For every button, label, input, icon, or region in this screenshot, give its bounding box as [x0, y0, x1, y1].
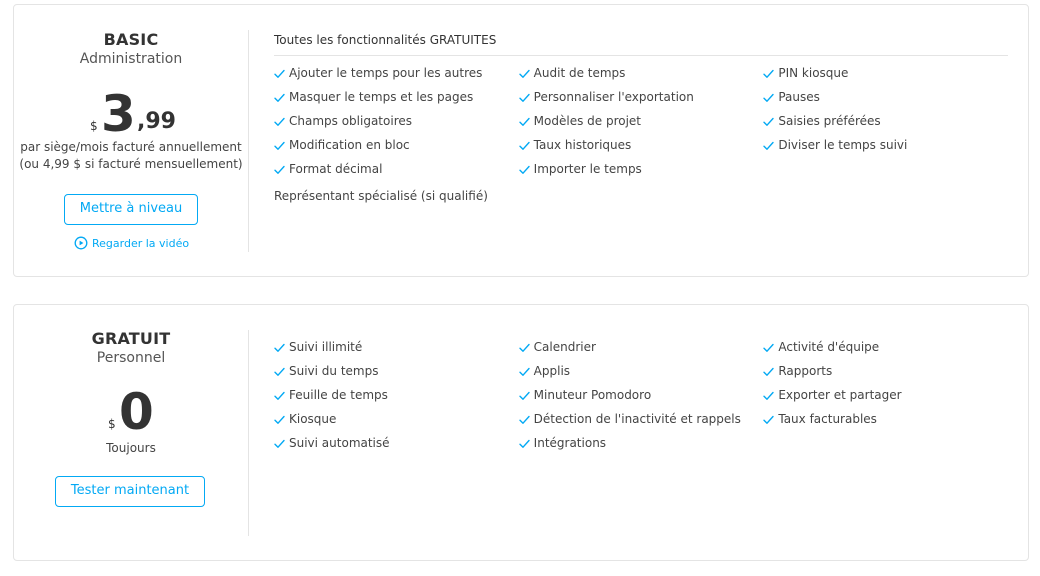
- feature-label: PIN kiosque: [778, 66, 849, 80]
- feature-column: [274, 65, 519, 185]
- feature-item: [519, 113, 764, 137]
- feature-item: [274, 137, 519, 161]
- column-divider: [248, 30, 249, 252]
- upgrade-button[interactable]: Mettre à niveau: [64, 194, 198, 225]
- feature-label: Kiosque: [289, 412, 337, 426]
- feature-item: [274, 387, 519, 411]
- feature-label: Applis: [533, 364, 571, 378]
- feature-label: Suivi automatisé: [289, 436, 390, 450]
- check-icon: [274, 93, 285, 103]
- feature-label: Intégrations: [533, 436, 607, 450]
- feature-item: [763, 65, 1008, 89]
- check-icon: [519, 391, 530, 401]
- check-icon: [763, 343, 774, 353]
- feature-label: Suivi illimité: [289, 340, 363, 354]
- feature-item: [519, 387, 764, 411]
- watch-video-label: Regarder la vidéo: [92, 237, 190, 250]
- feature-label: Calendrier: [533, 340, 596, 354]
- price-whole: 0: [119, 383, 154, 441]
- feature-item: [274, 161, 519, 185]
- check-icon: [274, 439, 285, 449]
- check-icon: [763, 117, 774, 127]
- check-icon: [519, 141, 530, 151]
- plan-subtitle: Administration: [79, 51, 183, 67]
- feature-item: [519, 411, 764, 435]
- billing-line-1: par siège/mois facturé annuellement: [20, 140, 242, 154]
- check-icon: [519, 93, 530, 103]
- feature-item: [763, 339, 1008, 363]
- feature-item: [763, 363, 1008, 387]
- check-icon: [763, 367, 774, 377]
- feature-item: [519, 65, 764, 89]
- price-cents: ,99: [137, 109, 176, 134]
- check-icon: [763, 415, 774, 425]
- feature-label: Exporter et partager: [778, 388, 902, 402]
- feature-label: Pauses: [778, 90, 820, 104]
- feature-item: [274, 89, 519, 113]
- plan-name: GRATUIT: [91, 329, 171, 348]
- feature-item: [519, 161, 764, 185]
- feature-item: [763, 89, 1008, 113]
- watch-video-link[interactable]: [74, 236, 189, 250]
- try-now-button[interactable]: Tester maintenant: [55, 476, 205, 507]
- feature-item: [274, 113, 519, 137]
- check-icon: [274, 141, 285, 151]
- check-icon: [274, 367, 285, 377]
- feature-label: Taux historiques: [533, 138, 632, 152]
- feature-item: [519, 339, 764, 363]
- feature-column: [519, 65, 764, 185]
- column-divider: [248, 330, 249, 536]
- feature-column: [274, 339, 519, 459]
- feature-item: [274, 411, 519, 435]
- check-icon: [519, 415, 530, 425]
- feature-item: [519, 89, 764, 113]
- feature-item: [763, 137, 1008, 161]
- check-icon: [274, 391, 285, 401]
- plan-card-free: [13, 304, 1029, 561]
- feature-label: Personnaliser l'exportation: [533, 90, 694, 104]
- feature-column: [519, 339, 764, 459]
- feature-label: Taux facturables: [778, 412, 877, 426]
- feature-item: [519, 435, 764, 459]
- check-icon: [274, 117, 285, 127]
- check-icon: [274, 165, 285, 175]
- feature-label: Audit de temps: [533, 66, 626, 80]
- currency-symbol: $: [108, 417, 116, 431]
- price-whole: 3: [101, 85, 136, 143]
- check-icon: [519, 165, 530, 175]
- features-panel: [274, 331, 1008, 459]
- currency-symbol: $: [90, 119, 98, 133]
- feature-item: [274, 435, 519, 459]
- check-icon: [763, 93, 774, 103]
- feature-column: [763, 65, 1008, 185]
- billing-info: Toujours: [106, 441, 156, 455]
- feature-item: [763, 113, 1008, 137]
- play-circle-icon: [74, 236, 88, 250]
- check-icon: [763, 391, 774, 401]
- billing-line-2: (ou 4,99 $ si facturé mensuellement): [19, 157, 243, 171]
- feature-label: Champs obligatoires: [289, 114, 412, 128]
- check-icon: [763, 141, 774, 151]
- feature-label: Minuteur Pomodoro: [533, 388, 652, 402]
- feature-label: Détection de l'inactivité et rappels: [533, 412, 741, 426]
- features-columns: [274, 339, 1008, 459]
- features-columns: [274, 65, 1008, 185]
- check-icon: [274, 69, 285, 79]
- feature-label: Format décimal: [289, 162, 383, 176]
- feature-label: Suivi du temps: [289, 364, 379, 378]
- plan-subtitle: Personnel: [96, 350, 166, 366]
- check-icon: [519, 117, 530, 127]
- feature-label: Saisies préférées: [778, 114, 881, 128]
- dedicated-rep-note: Représentant spécialisé (si qualifié): [274, 189, 488, 203]
- feature-label: Modèles de projet: [533, 114, 642, 128]
- feature-item: [274, 339, 519, 363]
- feature-label: Activité d'équipe: [778, 340, 880, 354]
- plan-name: BASIC: [103, 30, 159, 49]
- feature-label: Modification en bloc: [289, 138, 410, 152]
- check-icon: [763, 69, 774, 79]
- features-panel: [274, 33, 1008, 203]
- feature-item: [519, 363, 764, 387]
- feature-label: Rapports: [778, 364, 833, 378]
- check-icon: [274, 343, 285, 353]
- feature-item: [763, 411, 1008, 435]
- price: [14, 385, 248, 441]
- feature-item: [763, 387, 1008, 411]
- feature-label: Masquer le temps et les pages: [289, 90, 474, 104]
- feature-label: Feuille de temps: [289, 388, 388, 402]
- feature-item: [274, 65, 519, 89]
- billing-info: [14, 139, 248, 173]
- feature-column: [763, 339, 1008, 459]
- plan-card-basic: [13, 4, 1029, 277]
- feature-label: Importer le temps: [533, 162, 642, 176]
- check-icon: [519, 69, 530, 79]
- check-icon: [519, 343, 530, 353]
- features-heading: Toutes les fonctionnalités GRATUITES: [274, 33, 1008, 56]
- feature-label: Diviser le temps suivi: [778, 138, 908, 152]
- feature-item: [519, 137, 764, 161]
- check-icon: [274, 415, 285, 425]
- feature-item: [274, 363, 519, 387]
- check-icon: [519, 439, 530, 449]
- feature-label: Ajouter le temps pour les autres: [289, 66, 483, 80]
- check-icon: [519, 367, 530, 377]
- price: [14, 87, 248, 143]
